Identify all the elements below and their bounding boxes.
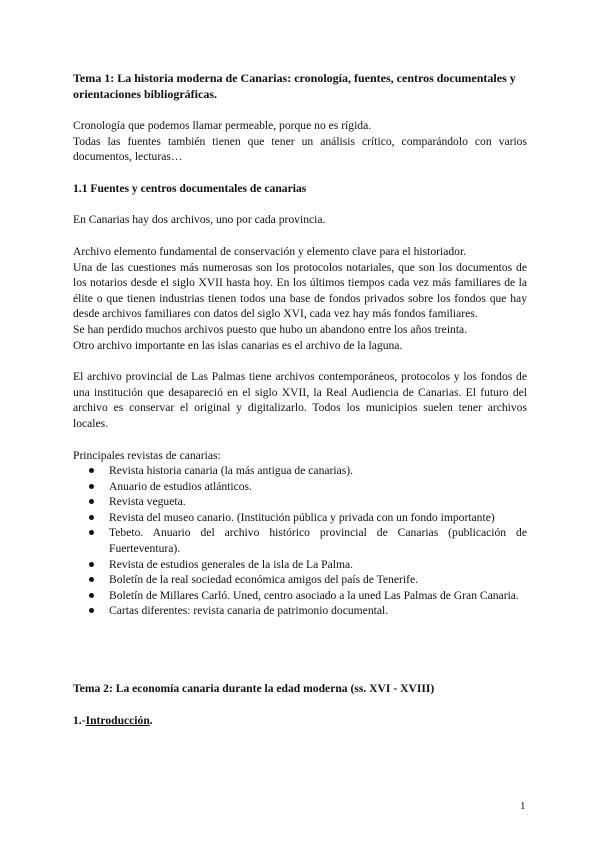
section-title: Introducción bbox=[85, 713, 150, 727]
page-number: 1 bbox=[520, 800, 526, 812]
list-item: Boletín de Millares Carló. Uned, centro asociado a la uned Las Palmas de Gran Canaria. bbox=[73, 588, 527, 604]
tema1-title: Tema 1: La historia moderna de Canarias: cronología, fuentes, centros documentales y orientaciones bibliográficas. bbox=[73, 71, 516, 101]
list-item: Anuario de estudios atlánticos. bbox=[73, 479, 527, 495]
tema2-title: Tema 2: La economía canaria durante la edad moderna (ss. XVI - XVIII) bbox=[73, 682, 435, 696]
section-1-1-paragraph-5: Otro archivo importante en las islas canarias es el archivo de la laguna. bbox=[73, 338, 403, 352]
list-item: Revista de estudios generales de la isla de La Palma. bbox=[73, 557, 527, 573]
section-period: . bbox=[149, 713, 153, 727]
revistas-intro: Principales revistas de canarias: bbox=[73, 448, 221, 462]
section-1-1-paragraph-3: Una de las cuestiones más numerosas son los protocolos notariales, que son los documentos de los notarios desde el siglo XVII hasta hoy. En los últimos tiempos cada vez más familiares de la élite o que tienen industrias tienen todos una base de fondos privados sobre los fondos que hay desde archivos familiares con datos del siglo XVI, cada vez hay más fondos familiares. bbox=[73, 260, 527, 321]
bullet-icon bbox=[89, 499, 94, 504]
list-item: Revista del museo canario. (Institución pública y privada con un fondo importante) bbox=[73, 510, 527, 526]
bullet-icon bbox=[89, 515, 94, 520]
list-item: Cartas diferentes: revista canaria de patrimonio documental. bbox=[73, 603, 527, 619]
section-1-1-paragraph-4: Se han perdido muchos archivos puesto que hubo un abandono entre los años treinta. bbox=[73, 322, 468, 336]
bullet-icon bbox=[89, 484, 94, 489]
list-item: Tebeto. Anuario del archivo histórico provincial de Canarias (publicación de Fuerteventura). bbox=[73, 525, 527, 556]
section-1-1-paragraph-2: Archivo elemento fundamental de conservación y elemento clave para el historiador. bbox=[73, 244, 467, 258]
list-item: Revista vegueta. bbox=[73, 494, 527, 510]
section-number: 1.- bbox=[73, 713, 86, 727]
section-1-1-heading: 1.1 Fuentes y centros documentales de canarias bbox=[73, 181, 307, 195]
section-1-1-paragraph-6: El archivo provincial de Las Palmas tiene archivos contemporáneos, protocolos y los fondos de una institución que desapareció en el siglo XVII, la Real Audiencia de Canarias. El futuro del archivo es conservar el original y digitalizarlo. Todos los municipios suelen tener archivos locales. bbox=[73, 370, 527, 430]
bullet-icon bbox=[89, 593, 94, 598]
bullet-icon bbox=[89, 530, 94, 535]
section-1-1-paragraph-1: En Canarias hay dos archivos, uno por cada provincia. bbox=[73, 213, 326, 227]
list-item: Boletín de la real sociedad económica amigos del país de Tenerife. bbox=[73, 572, 527, 588]
bullet-icon bbox=[89, 562, 94, 567]
list-item: Revista historia canaria (la más antigua de canarias). bbox=[73, 463, 527, 479]
bullet-icon bbox=[89, 577, 94, 582]
intro-paragraph-2: Todas las fuentes también tienen que tener un análisis crítico, comparándolo con varios documentos, lecturas… bbox=[73, 134, 527, 164]
bullet-icon bbox=[89, 468, 94, 473]
bullet-icon bbox=[89, 608, 94, 613]
intro-paragraph-1: Cronología que podemos llamar permeable, porque no es rígida. bbox=[73, 119, 372, 132]
introduccion-heading bbox=[73, 713, 527, 729]
revistas-list bbox=[73, 463, 527, 619]
document-page bbox=[73, 70, 527, 728]
